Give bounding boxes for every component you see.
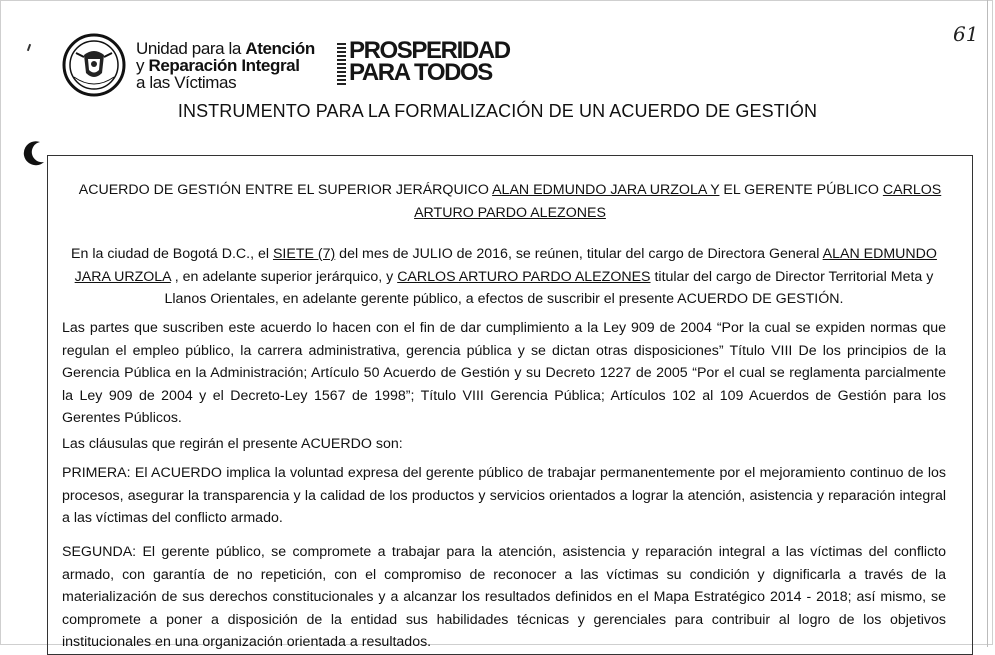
heading-part1: ACUERDO DE GESTIÓN ENTRE EL SUPERIOR JERÁRQUICO [78,182,493,198]
intro-manager: CARLOS ARTURO PARDO ALEZONES [397,268,651,285]
intro-t3: , en adelante superior jerárquico, y [170,268,398,285]
scan-mark [27,44,31,51]
clause-primera: PRIMERA: El ACUERDO implica la voluntad expresa del gerente público de trabajar permanentemente por el mejoramiento continuo de los procesos, asegurar la transparencia y la calidad de los productos y servicios orientados a lograr la atención, asistencia y reparación integral a las víctimas del conflicto armado. [62,465,946,526]
page-number: 61 [953,22,979,46]
intro-t1: En la ciudad de Bogotá D.C., el [71,246,273,262]
scan-hole-mark [18,138,48,168]
entity-line2-bold: Reparación Integral [148,56,300,75]
heading-part2: EL GERENTE PÚBLICO [719,182,883,198]
heading-manager: CARLOS ARTURO PARDO ALEZONES [414,182,942,221]
clause-segunda: SEGUNDA: El gerente público, se compromete a trabajar para la atención, asistencia y reparación integral a las víctimas del conflicto armado, con garantía de no repetición, con el compromiso de reconocer a las víctimas su condición y dignificarla a través de la materialización de sus derechos constitucionales y a alcanzar los resultados definidos en el Mapa Estratégico 2014 - 2018; así mismo, se compromete a poner a disposición de la entidad sus habilidades técnicas y gerenciales para contribuir al logro de los objetivos institucionales en una organización orientada a resultados. [62,544,946,650]
intro-paragraph [62,243,946,311]
intro-t2: del mes de JULIO de 2016, se reúnen, titular del cargo de Directora General [335,246,823,262]
coat-of-arms-seal [62,33,126,97]
motto-logo [337,37,510,86]
agreement-heading [62,179,958,224]
entity-line3: a las Víctimas [136,73,237,92]
document-title: INSTRUMENTO PARA LA FORMALIZACIÓN DE UN ACUERDO DE GESTIÓN [177,101,818,121]
entity-line1-plain: Unidad para la [136,39,246,58]
heading-superior: ALAN EDMUNDO JARA URZOLA Y [492,182,720,198]
entity-line2-plain: y [136,56,149,75]
entity-name [136,40,315,91]
scan-edge-line [987,0,988,647]
clauses-intro: Las cláusulas que regirán el presente ACUERDO son: [62,436,403,452]
intro-t4: titular del cargo de Director Territorial Meta y Llanos Orientales, en adelante gerente público, a efectos de suscribir el presente ACUERDO DE GESTIÓN. [164,268,934,307]
intro-day: SIETE (7) [272,246,336,262]
motto-line1: PROSPERIDAD [349,37,510,64]
intro-superior: ALAN EDMUNDO JARA URZOLA [74,246,937,285]
legal-paragraph: Las partes que suscriben este acuerdo lo hacen con el fin de dar cumplimiento a la Ley 909 de 2004 “Por la cual se expiden normas que regulan el empleo público, la carrera administrativa, gerencia pública y se dictan otras disposiciones” Título VIII De los principios de la Gerencia Pública en la Administración; Artículo 50 Acuerdo de Gestión y su Decreto 1227 de 2005 “Por el cual se reglamenta parcialmente la Ley 909 de 2004 y el Decreto-Ley 1567 de 1998”; Título VIII Gerencia Pública; Artículos 102 al 109 Acuerdos de Gestión para los Gerentes Públicos. [62,320,946,426]
entity-line1-bold: Atención [245,39,315,58]
motto-line2: PARA TODOS [349,59,492,86]
